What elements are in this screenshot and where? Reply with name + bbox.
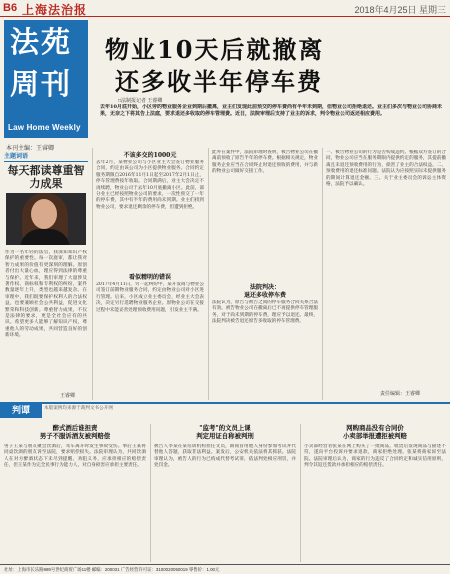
section-name-line1: 法苑 — [10, 25, 73, 59]
page-number: B6 — [3, 2, 18, 14]
bottom-article-1-title: 醉式酒后谁担责 男子不服诉酒友被判赔偿 — [39, 424, 111, 440]
column-divider — [92, 148, 93, 400]
host-column-tag: 主题词语 — [4, 151, 88, 162]
column-divider — [150, 424, 151, 562]
col2-subheading-1: 法院判决： — [249, 284, 280, 291]
bottom-article-1-text: 男子王某与朋友聚会饮酒后，驾车离开时发生事故受伤。事后王某将同桌饮酒的朋友诉至法院，要求赔偿损失。法院审理认为，共同饮酒人在对方醉酒状态下未尽到提醒、劝阻义务，应承担相应的赔偿责任，但王某作为完全民事行为能力人，对自身损害应承担主要责任。 — [4, 444, 146, 469]
column-divider — [300, 424, 301, 562]
photo-face — [31, 199, 57, 229]
col1-subheading-2: 看似精明的错误 — [128, 274, 171, 281]
bottom-article-3-text: 小卖部经营者张某在网上购买了一批商品，收货后发现商品与描述不符，遂向平台投诉并要求退款，商家拒绝处理。张某将商家诉至法院。法院审理后认为，商家的行为违反了合同约定和诚实信用原则，判令其返还货款并承担相应的赔偿责任。 — [304, 444, 446, 469]
bottom-article-2-title: "监考"的文员上课 判定用证自称被判刑 — [196, 424, 254, 440]
col3-author: 责任编辑：王睿卿 — [380, 391, 421, 397]
column-divider — [208, 148, 209, 400]
col3-text: 一、被告物业公司的行为是否构成违约。根据双方签订的合同，物业公司应当在服务期限内提供约定的服务，其提前撤离且未退还预收费用的行为，损害了业主的合法权益。二、预收费用的退还标准问题。法院认为应按照实际未提供服务的期间计算退还金额。三、关于业主委员会的诉讼主体资格，法院予以确认。 — [326, 150, 446, 188]
newspaper-title: 上海法治报 — [22, 3, 88, 17]
section-logo — [4, 20, 88, 138]
headline-byline: □法制报记者 王睿卿 — [118, 98, 163, 104]
issue-date: 2018年4月25日 星期三 — [354, 5, 446, 15]
section-editor: 本刊主编：王睿卿 — [6, 146, 55, 152]
column-divider — [322, 148, 323, 400]
bottom-article-2-text: 被告人李某在某培训机构担任文员，期间冒用他人身份参加考试并代替他人答题，获取非法利益。案发后，公安机关依法将其抓获。法院审理认为，被告人的行为已构成代替考试罪，依法判处相应刑罚，并处罚金。 — [154, 444, 296, 469]
col1-text-1: 去年2月，某物业公司与小区业主大会签订物业服务合同，约定由该公司为小区提供物业服务。合同约定服务期限自2016年11月1日起至2017年2月1日止，停车管理费按年收取。合同期满后，业主大会决定不再续聘，物业公司于去年10月底撤离小区。此前，部分业主已经按照物业公司的要求，一次性预交了一年的停车费，其中有半年的费用尚未到期。业主们找到物业公司，要求退还剩余的停车费，但遭到拒绝。 — [96, 160, 204, 210]
col2-subheading-2: 退还多收停车费 — [243, 292, 286, 299]
host-column-text: 作为一名年轻的法官，我深知知识产权保护的重要性。每一次庭审，都让我对智力成果的价值有更深刻的理解。原创者付出大量心血，理应得到法律的尊重与保护。近年来，我们审理了大量涉及著作权、商标权和专利权的纠纷，案件数量逐年上升，类型也越来越复杂。在审理中，我们既要保护权利人的合法权益，也要兼顾社会公共利益，促进文化繁荣和科技创新。尊重智力成果，不仅是法律的要求，更是全社会应有的共识。希望更多人能够了解知识产权，尊重他人的劳动成果，共同营造良好的创新环境。 — [5, 250, 87, 339]
band-tag: 判谭 — [0, 404, 42, 418]
page-header — [0, 0, 450, 17]
col1-subheading-1: 不该多交的1000元 — [123, 152, 177, 159]
section-english-name: Law Home Weekly — [8, 123, 81, 132]
headline-line2: 还多收半年停车费 — [115, 67, 323, 96]
band-label: 本版案例均来源于裁判文书公开网 — [44, 406, 113, 411]
host-column-author: 王睿卿 — [60, 393, 76, 399]
bottom-article-3-title: 网购商品没有合同价 小卖部举报遭拒被判赔 — [343, 424, 407, 440]
host-photo — [6, 193, 86, 245]
col2-text-1: 此外在案件中，法院审理时查明，被告物业公司在撤离前预收了原告半年的停车费。根据相关规定，物业服务企业应当在合同终止时退还预收的费用，并与新的物业公司做好交接工作。 — [212, 150, 318, 175]
headline-line1: 物业10天后就撤离 — [105, 35, 325, 64]
host-column-title: 每天都读尊重智力成果 — [7, 164, 85, 190]
section-name-line2: 周刊 — [10, 67, 73, 101]
page-footer: 社址：上海市长乐路989号世纪商贸广场11楼 邮编：200031 广告经营许可证：3100020050019 零售价：1.00元 — [0, 564, 450, 574]
col1-text-2: 2017年4月11日，另一起纠纷中，某开发商与物业公司签订前期物业服务合同，约定由物业公司对小区进行管理。后来，小区成立业主委员会，经业主大会表决，决定另行选聘物业服务企业。原物业公司在交接过程中未能妥善处理预收费用问题，引发业主不满。 — [96, 282, 204, 313]
lead-paragraph: 去年10月底开始，小区旁的物业服务企业到期后撤离，业主们发现此前预交的停车费尚有半年未到期，但物业公司拒绝退还。业主们多次与物业公司协商未果，无奈之下将其告上法庭，要求退还多收取的停车管理费。近日，法院审理后支持了业主的诉求，判令物业公司返还相应费用。 — [100, 104, 442, 117]
col2-text-2: 法院认为，原告与被告之间的停车服务合同关系合法有效。被告物业公司在撤离后已不再提供停车管理服务，对于尚未到期的停车费，理应予以退还。最终，法院判决被告退还原告多收取的停车管理费。 — [212, 300, 318, 325]
